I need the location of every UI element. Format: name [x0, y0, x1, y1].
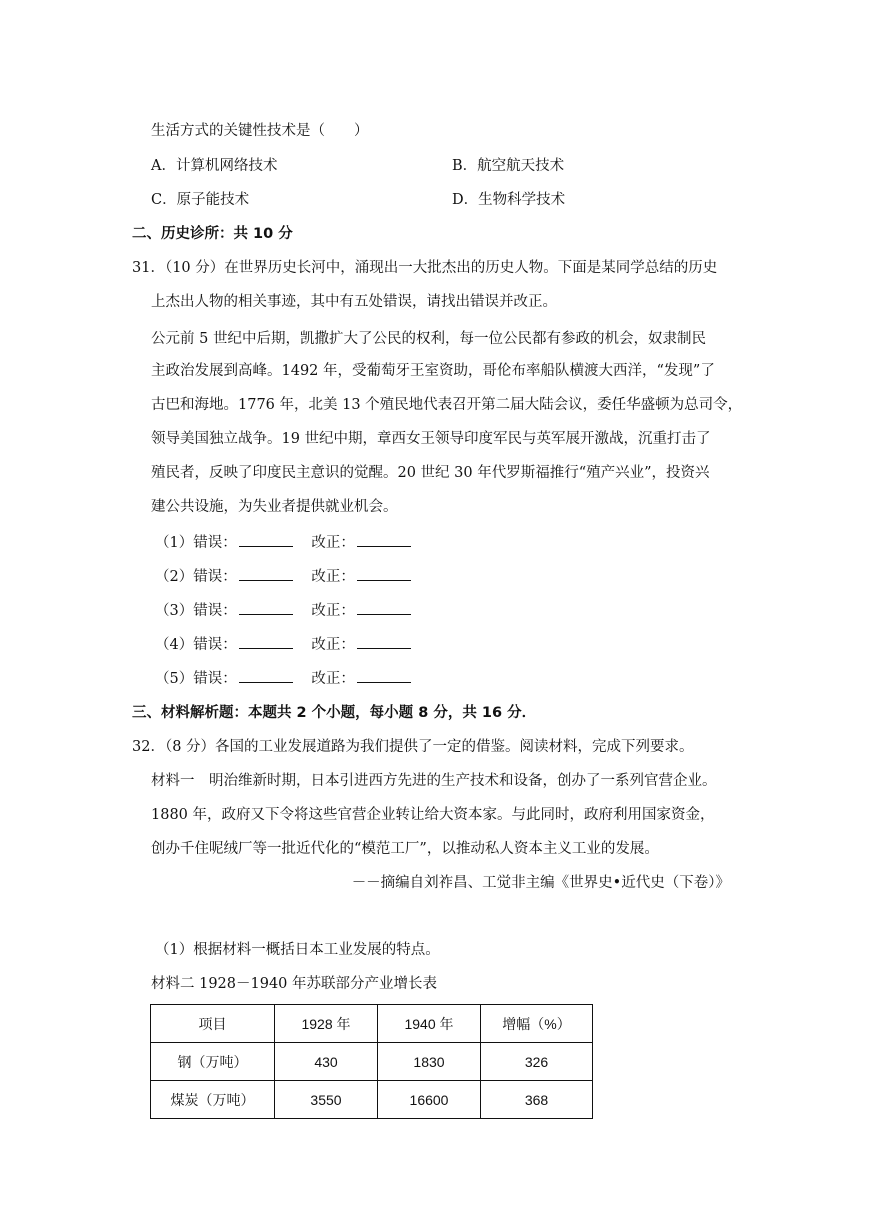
error-blank[interactable] — [239, 634, 293, 649]
q30-option-c: C．原子能技术 — [151, 192, 250, 208]
q32-question-1: （1）根据材料一概括日本工业发展的特点。 — [155, 942, 440, 958]
error-blank[interactable] — [239, 566, 293, 581]
error-label: （2）错误： — [155, 569, 237, 585]
section2-title: 二、历史诊所：共 10 分 — [132, 226, 293, 242]
fix-label: 改正： — [311, 569, 355, 585]
q31-answer-row-5 — [155, 668, 411, 689]
q30-option-a: A．计算机网络技术 — [151, 158, 278, 174]
q32-material1-line-1: 材料一 明治维新时期，日本引进西方先进的生产技术和设备，创办了一系列官营企业。 — [151, 773, 717, 789]
fix-blank[interactable] — [357, 532, 411, 547]
table-cell: 430 — [275, 1043, 378, 1081]
q31-answer-row-2 — [155, 566, 411, 587]
q31-line-5: 古巴和海地。1776 年，北美 13 个殖民地代表召开第二届大陆会议，委任华盛顿为总司令， — [151, 397, 743, 413]
fix-label: 改正： — [311, 535, 355, 551]
error-label: （1）错误： — [155, 535, 237, 551]
table-header-cell: 1928 年 — [275, 1005, 378, 1043]
error-blank[interactable] — [239, 668, 293, 683]
fix-label: 改正： — [311, 671, 355, 687]
q31-line-3: 公元前 5 世纪中后期，凯撒扩大了公民的权利，每一位公民都有参政的机会，奴隶制民 — [151, 331, 706, 347]
table-cell: 368 — [481, 1081, 593, 1119]
table-header-row — [151, 1005, 593, 1043]
fix-blank[interactable] — [357, 634, 411, 649]
q30-stem-tail: 生活方式的关键性技术是（ ） — [151, 123, 369, 139]
q32-material2-title: 材料二 1928－1940 年苏联部分产业增长表 — [151, 976, 438, 992]
table-cell: 钢（万吨） — [151, 1043, 275, 1081]
error-blank[interactable] — [239, 532, 293, 547]
q32-stem: 32．（8 分）各国的工业发展道路为我们提供了一定的借鉴。阅读材料，完成下列要求。 — [132, 739, 694, 755]
q30-option-b: B．航空航天技术 — [452, 158, 565, 174]
error-label: （4）错误： — [155, 637, 237, 653]
error-label: （5）错误： — [155, 671, 237, 687]
fix-label: 改正： — [311, 637, 355, 653]
table-cell: 煤炭（万吨） — [151, 1081, 275, 1119]
q31-line-7: 殖民者，反映了印度民主意识的觉醒。20 世纪 30 年代罗斯福推行“殖产兴业”，投资兴 — [151, 465, 710, 481]
fix-label: 改正： — [311, 603, 355, 619]
table-cell: 326 — [481, 1043, 593, 1081]
q31-answer-row-1 — [155, 532, 411, 553]
error-blank[interactable] — [239, 600, 293, 615]
q31-line-6: 领导美国独立战争。19 世纪中期，章西女王领导印度军民与英军展开激战，沉重打击了 — [151, 431, 711, 447]
q31-line-4: 主政治发展到高峰。1492 年，受葡萄牙王室资助，哥伦布率船队横渡大西洋，“发现”了 — [151, 363, 715, 379]
q31-line-8: 建公共设施，为失业者提供就业机会。 — [151, 499, 398, 515]
q30-option-d: D．生物科学技术 — [452, 192, 566, 208]
table-cell: 3550 — [275, 1081, 378, 1119]
q31-answer-row-4 — [155, 634, 411, 655]
q32-material1-source: －－摘编自刘祚昌、工觉非主编《世界史•近代史（下卷）》 — [351, 875, 730, 891]
table-cell: 1830 — [378, 1043, 481, 1081]
table-row — [151, 1081, 593, 1119]
industry-growth-table — [150, 1004, 593, 1119]
table-header-cell: 项目 — [151, 1005, 275, 1043]
fix-blank[interactable] — [357, 668, 411, 683]
q31-answer-row-3 — [155, 600, 411, 621]
q32-material1-line-3: 创办千住呢绒厂等一批近代化的“模范工厂”，以推动私人资本主义工业的发展。 — [151, 841, 659, 857]
error-label: （3）错误： — [155, 603, 237, 619]
q31-line-2: 上杰出人物的相关事迹，其中有五处错误，请找出错误并改正。 — [151, 294, 557, 310]
table-cell: 16600 — [378, 1081, 481, 1119]
section3-title: 三、材料解析题：本题共 2 个小题，每小题 8 分，共 16 分． — [132, 705, 537, 721]
table-header-cell: 增幅（%） — [481, 1005, 593, 1043]
fix-blank[interactable] — [357, 600, 411, 615]
q31-line-1: 31．（10 分）在世界历史长河中，涌现出一大批杰出的历史人物。下面是某同学总结的历史 — [132, 260, 718, 276]
fix-blank[interactable] — [357, 566, 411, 581]
table-row — [151, 1043, 593, 1081]
q32-material1-line-2: 1880 年，政府又下令将这些官营企业转让给大资本家。与此同时，政府利用国家资金， — [151, 807, 715, 823]
table-header-cell: 1940 年 — [378, 1005, 481, 1043]
